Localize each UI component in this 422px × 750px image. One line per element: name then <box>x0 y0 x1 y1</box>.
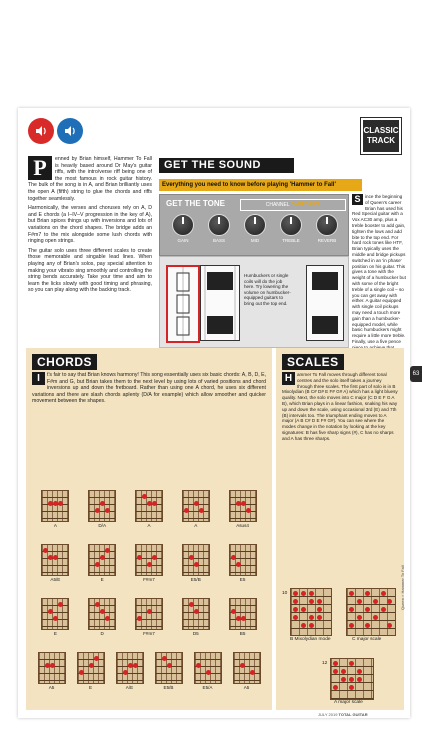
note-dot <box>349 677 354 682</box>
fretboard-grid <box>116 652 144 684</box>
chords-title: CHORDS <box>32 354 97 370</box>
note-dot <box>236 616 241 621</box>
note-dot <box>236 562 241 567</box>
note-dot <box>250 670 255 675</box>
note-dot <box>105 508 110 513</box>
note-dot <box>349 591 354 596</box>
pickup-single-coil <box>166 265 200 343</box>
note-dot <box>206 670 211 675</box>
chord-diagram <box>39 544 71 582</box>
note-dot <box>105 616 110 621</box>
note-dot <box>137 616 142 621</box>
fretboard-grid <box>41 544 69 576</box>
chords-text: t's fair to say that Brian knows harmony! This song essentially uses six basic chords: A, B, D, E, F#m and G, but Brian takes them to the next level by using lots of varied positions and chord inversions up and down the fretboard. Rather than using one A chord, he uses six different variations and there are slash chords aplenty (D/A for example) which allow smoother and quicker movement between the shapes. <box>32 372 266 405</box>
fretboard-grid <box>135 598 163 630</box>
audio-icon[interactable] <box>57 118 83 144</box>
chords-dropcap: I <box>32 372 45 385</box>
note-dot <box>194 501 199 506</box>
chord-diagram <box>86 598 118 636</box>
pickup-note: Humbuckers or single coils will do the job here. Try lowering the volume on humbucker-equipped guitars to bring out the top end. <box>244 273 291 306</box>
note-dot <box>357 677 362 682</box>
chord-diagram <box>86 544 118 582</box>
note-dot <box>100 501 105 506</box>
chord-diagram <box>133 490 165 528</box>
chord-label: Asus4 <box>236 523 249 528</box>
sound-dropcap: S <box>352 194 363 205</box>
chord-diagram <box>114 652 146 690</box>
sound-sidebar <box>352 194 406 368</box>
note-dot <box>301 591 306 596</box>
chord-diagram <box>133 598 165 636</box>
chord-label: E5/B <box>190 577 201 582</box>
chord-label: E <box>100 577 104 582</box>
note-dot <box>194 609 199 614</box>
intro-paragraph-2: Harmonically, the verses and choruses rely on A, D and E chords (a I–IV–V progression in the key of A), but Brian spices things up with inversions and lots of variations on the chord shapes. The bridge adds an F#m7 to the mix alongside some lush chords with ringing open strings. <box>28 205 152 245</box>
note-dot <box>53 616 58 621</box>
note-dot <box>293 615 298 620</box>
note-dot <box>105 548 110 553</box>
chord-diagram <box>75 652 107 690</box>
chord-diagram <box>39 490 71 528</box>
scales-title: SCALES <box>282 354 344 370</box>
knob-label: REVERB <box>317 238 337 243</box>
chord-diagram <box>231 652 263 690</box>
fretboard-grid <box>194 652 222 684</box>
knob-label: MID <box>250 238 260 243</box>
note-dot <box>301 607 306 612</box>
a-major-diagram <box>330 658 374 700</box>
note-dot <box>162 656 167 661</box>
knob-label: BASS <box>212 238 225 243</box>
note-dot <box>231 609 236 614</box>
fretboard-grid <box>182 598 210 630</box>
note-dot <box>43 548 48 553</box>
note-dot <box>241 501 246 506</box>
note-dot <box>240 663 245 668</box>
fretboard-grid <box>233 652 261 684</box>
chord-label: E5 <box>239 577 246 582</box>
chords-text-block <box>32 372 266 408</box>
chord-diagram <box>180 490 212 528</box>
chord-label: A5 <box>243 685 250 690</box>
badge-line-2: TRACK <box>367 136 395 145</box>
scales-text-block <box>282 372 398 442</box>
note-dot <box>333 685 338 690</box>
note-dot <box>357 615 362 620</box>
note-dot <box>341 677 346 682</box>
note-dot <box>53 555 58 560</box>
note-dot <box>309 615 314 620</box>
chord-row-4 <box>32 652 266 690</box>
note-dot <box>357 669 362 674</box>
knob-icon <box>244 214 266 236</box>
scale-label: C major scale <box>352 637 382 642</box>
pickup-humbucker <box>200 265 240 341</box>
humbucker-pickup-icon <box>201 266 239 340</box>
pickup-humbucker-right <box>306 265 344 341</box>
intro-paragraph-3: The guitar solo uses three different scales to create those memorable and singable lead lines. When playing any of Brian's solos, pay special attention to making your vibrato sing smoothly and controlling the string bends accurately. Take your time and aim to learn the licks slowly with good timing and phrasing, so you can play along with the backing track. <box>28 247 152 294</box>
scales-text: ammer To Fall moves through different tonal centres and the solo itself takes a journey through three scales. The first part of solo is in B Mixolydian (B C# D# E F# G# A) which has a light bluesy quality. Next, the solo moves into C major (C D E F G A B), which Brian plays in a linear fashion, snaking his way up and down the scale, using occasional 3rd (E) and 7th (B) intervals too. The triumphant ending moves to A major (A B C# D E F# G#). You can see where the modes change in the notation by looking at the key signatures: B has five sharp signs (#), C has no sharps and A has three sharps. <box>282 372 398 441</box>
chord-diagram <box>180 544 212 582</box>
knob-label: GAIN <box>177 238 189 243</box>
chord-label: A5/E <box>50 577 61 582</box>
chord-diagram <box>227 544 259 582</box>
knob-icon <box>280 214 302 236</box>
humbucker-pickup-icon <box>307 266 343 340</box>
channel-label: CHANNEL <box>265 202 290 208</box>
note-dot <box>236 501 241 506</box>
knob-bass <box>204 214 234 243</box>
chord-label: B5 <box>239 631 246 636</box>
note-dot <box>95 602 100 607</box>
knob-icon <box>316 214 338 236</box>
note-dot <box>349 623 354 628</box>
knob-icon <box>172 214 194 236</box>
page-number-tab: 63 <box>410 366 422 382</box>
fretboard-grid <box>88 598 116 630</box>
note-dot <box>309 623 314 628</box>
note-dot <box>50 663 55 668</box>
note-dot <box>58 501 63 506</box>
chords-section <box>26 348 272 710</box>
knob-reverb <box>312 214 342 243</box>
note-dot <box>95 562 100 567</box>
chord-label: D/A <box>98 523 107 528</box>
chord-diagram <box>227 490 259 528</box>
page-footer <box>318 712 368 717</box>
note-dot <box>147 562 152 567</box>
note-dot <box>45 663 50 668</box>
knob-icon <box>208 214 230 236</box>
note-dot <box>189 555 194 560</box>
intro-column <box>28 156 152 297</box>
chord-label: F#m7 <box>143 631 155 636</box>
note-dot <box>100 609 105 614</box>
magazine-page <box>18 108 410 718</box>
chord-label: E <box>53 631 57 636</box>
scale-label: A major scale <box>334 700 363 705</box>
note-dot <box>349 685 354 690</box>
chord-label: A <box>147 523 151 528</box>
sound-text: ince the beginning of Queen's career Brian has used his Red Special guitar with a Vox AC30 amp, plus a treble booster to add gain, tighten the lows and add bite to the top end. For hard rock tones like HTF, Brian typically uses the middle and bridge pickups switched in an 'in phase' position on his guitar. This gives a tone with the weight of a humbucker but with some of the bright treble of a single coil – so you can get away with either. A guitar equipped with single coil pickups may need a touch more gain than a humbucker-equipped model, while basic humbuckers might require a little more treble. Finally, use a five pence <box>352 194 406 344</box>
fretboard-grid <box>182 544 210 576</box>
chord-label: A5 <box>48 685 55 690</box>
get-the-sound-title: GET THE SOUND <box>159 158 294 173</box>
note-dot <box>333 661 338 666</box>
note-dot <box>381 607 386 612</box>
chord-diagram <box>153 652 185 690</box>
scale-label: B Mixolydian mode <box>290 637 331 642</box>
chord-label: E <box>88 685 93 690</box>
intro-dropcap: P <box>28 156 52 180</box>
note-dot <box>147 609 152 614</box>
speaker-icon <box>34 124 48 138</box>
fretboard-grid <box>88 490 116 522</box>
footer-issue: JULY 2019 <box>318 712 338 717</box>
fretboard-grid <box>229 490 257 522</box>
note-dot <box>309 591 314 596</box>
note-dot <box>333 669 338 674</box>
chord-label: F#m7 <box>143 577 155 582</box>
speaker-icon <box>63 124 77 138</box>
chord-diagram <box>192 652 224 690</box>
scales-section <box>276 348 404 710</box>
chord-label: A <box>194 523 198 528</box>
fretboard-grid <box>135 490 163 522</box>
chord-label: D <box>100 631 104 636</box>
note-dot <box>184 508 189 513</box>
b-mixolydian-diagram <box>290 588 332 636</box>
fretboard-grid <box>38 652 66 684</box>
fretboard-grid <box>77 652 105 684</box>
fretboard-grid <box>41 598 69 630</box>
note-dot <box>341 669 346 674</box>
fretboard-grid <box>88 544 116 576</box>
note-dot <box>365 607 370 612</box>
audio-icon[interactable] <box>28 118 54 144</box>
intro-paragraph-1: enned by Brian himself, Hammer To Fall is heavily based around Dr May's guitar riffs, with the intro/verse riff being one of the most famous in rock guitar history. The bulk of the song is in A, and Brian brilliantly uses the open A (fifth) string to glue the chords and riffs together seamlessly. <box>28 156 152 202</box>
scales-dropcap: H <box>282 372 295 385</box>
knob-treble <box>276 214 306 243</box>
chord-label: D5 <box>192 631 199 636</box>
fretboard-grid <box>135 544 163 576</box>
note-dot <box>137 555 142 560</box>
single-coil-pickup-icon <box>168 267 198 341</box>
note-dot <box>94 656 99 661</box>
amp-tone-panel <box>159 194 349 256</box>
note-dot <box>167 663 172 668</box>
fret-marker: 12 <box>322 661 328 666</box>
note-dot <box>152 555 157 560</box>
side-credit: Queen » Hammer To Fall <box>400 565 405 610</box>
badge-line-1: CLASSIC <box>363 126 399 135</box>
note-dot <box>373 615 378 620</box>
chord-diagram <box>133 544 165 582</box>
note-dot <box>189 602 194 607</box>
classic-track-badge <box>361 118 401 154</box>
note-dot <box>89 663 94 668</box>
note-dot <box>301 623 306 628</box>
fret-marker: 10 <box>282 591 288 596</box>
chord-row-2 <box>32 544 266 582</box>
chord-label: A <box>53 523 57 528</box>
note-dot <box>373 599 378 604</box>
chord-label: E5/A <box>202 685 213 690</box>
note-dot <box>349 661 354 666</box>
chord-diagram <box>227 598 259 636</box>
chord-diagram <box>180 598 212 636</box>
c-major-diagram <box>346 588 396 636</box>
note-dot <box>381 591 386 596</box>
knob-mid <box>240 214 270 243</box>
note-dot <box>58 602 63 607</box>
fretboard-grid <box>41 490 69 522</box>
tone-title: GET THE TONE <box>166 199 225 208</box>
note-dot <box>133 663 138 668</box>
note-dot <box>293 607 298 612</box>
note-dot <box>246 508 251 513</box>
chord-diagram <box>36 652 68 690</box>
note-dot <box>317 615 322 620</box>
note-dot <box>365 591 370 596</box>
chord-diagram <box>86 490 118 528</box>
note-dot <box>196 663 201 668</box>
note-dot <box>317 607 322 612</box>
fretboard-grid <box>155 652 183 684</box>
note-dot <box>48 609 53 614</box>
footer-magazine: TOTAL GUITAR <box>338 712 368 717</box>
knob-gain <box>168 214 198 243</box>
note-dot <box>309 599 314 604</box>
note-dot <box>231 555 236 560</box>
note-dot <box>293 599 298 604</box>
fretboard-grid <box>182 490 210 522</box>
note-dot <box>199 508 204 513</box>
pickup-panel <box>159 256 349 348</box>
fretboard-grid <box>229 598 257 630</box>
note-dot <box>387 599 392 604</box>
knob-label: TREBLE <box>282 238 300 243</box>
chord-label: E5/B <box>163 685 174 690</box>
fretboard-grid <box>229 544 257 576</box>
note-dot <box>293 591 298 596</box>
chord-row-1 <box>32 490 266 528</box>
channel-indicator <box>240 199 346 211</box>
note-dot <box>365 623 370 628</box>
chord-label: A/E <box>125 685 134 690</box>
note-dot <box>349 607 354 612</box>
chord-diagram <box>39 598 71 636</box>
note-dot <box>95 508 100 513</box>
note-dot <box>387 623 392 628</box>
note-dot <box>241 616 246 621</box>
chord-row-3 <box>32 598 266 636</box>
note-dot <box>100 555 105 560</box>
note-dot <box>123 670 128 675</box>
note-dot <box>357 599 362 604</box>
channel-value: OVERDRIVE <box>290 202 321 208</box>
note-dot <box>317 599 322 604</box>
note-dot <box>194 562 199 567</box>
get-the-sound-subtitle: Everything you need to know before playing 'Hammer to Fall' <box>159 179 362 191</box>
note-dot <box>79 670 84 675</box>
note-dot <box>128 663 133 668</box>
note-dot <box>152 501 157 506</box>
note-dot <box>142 494 147 499</box>
